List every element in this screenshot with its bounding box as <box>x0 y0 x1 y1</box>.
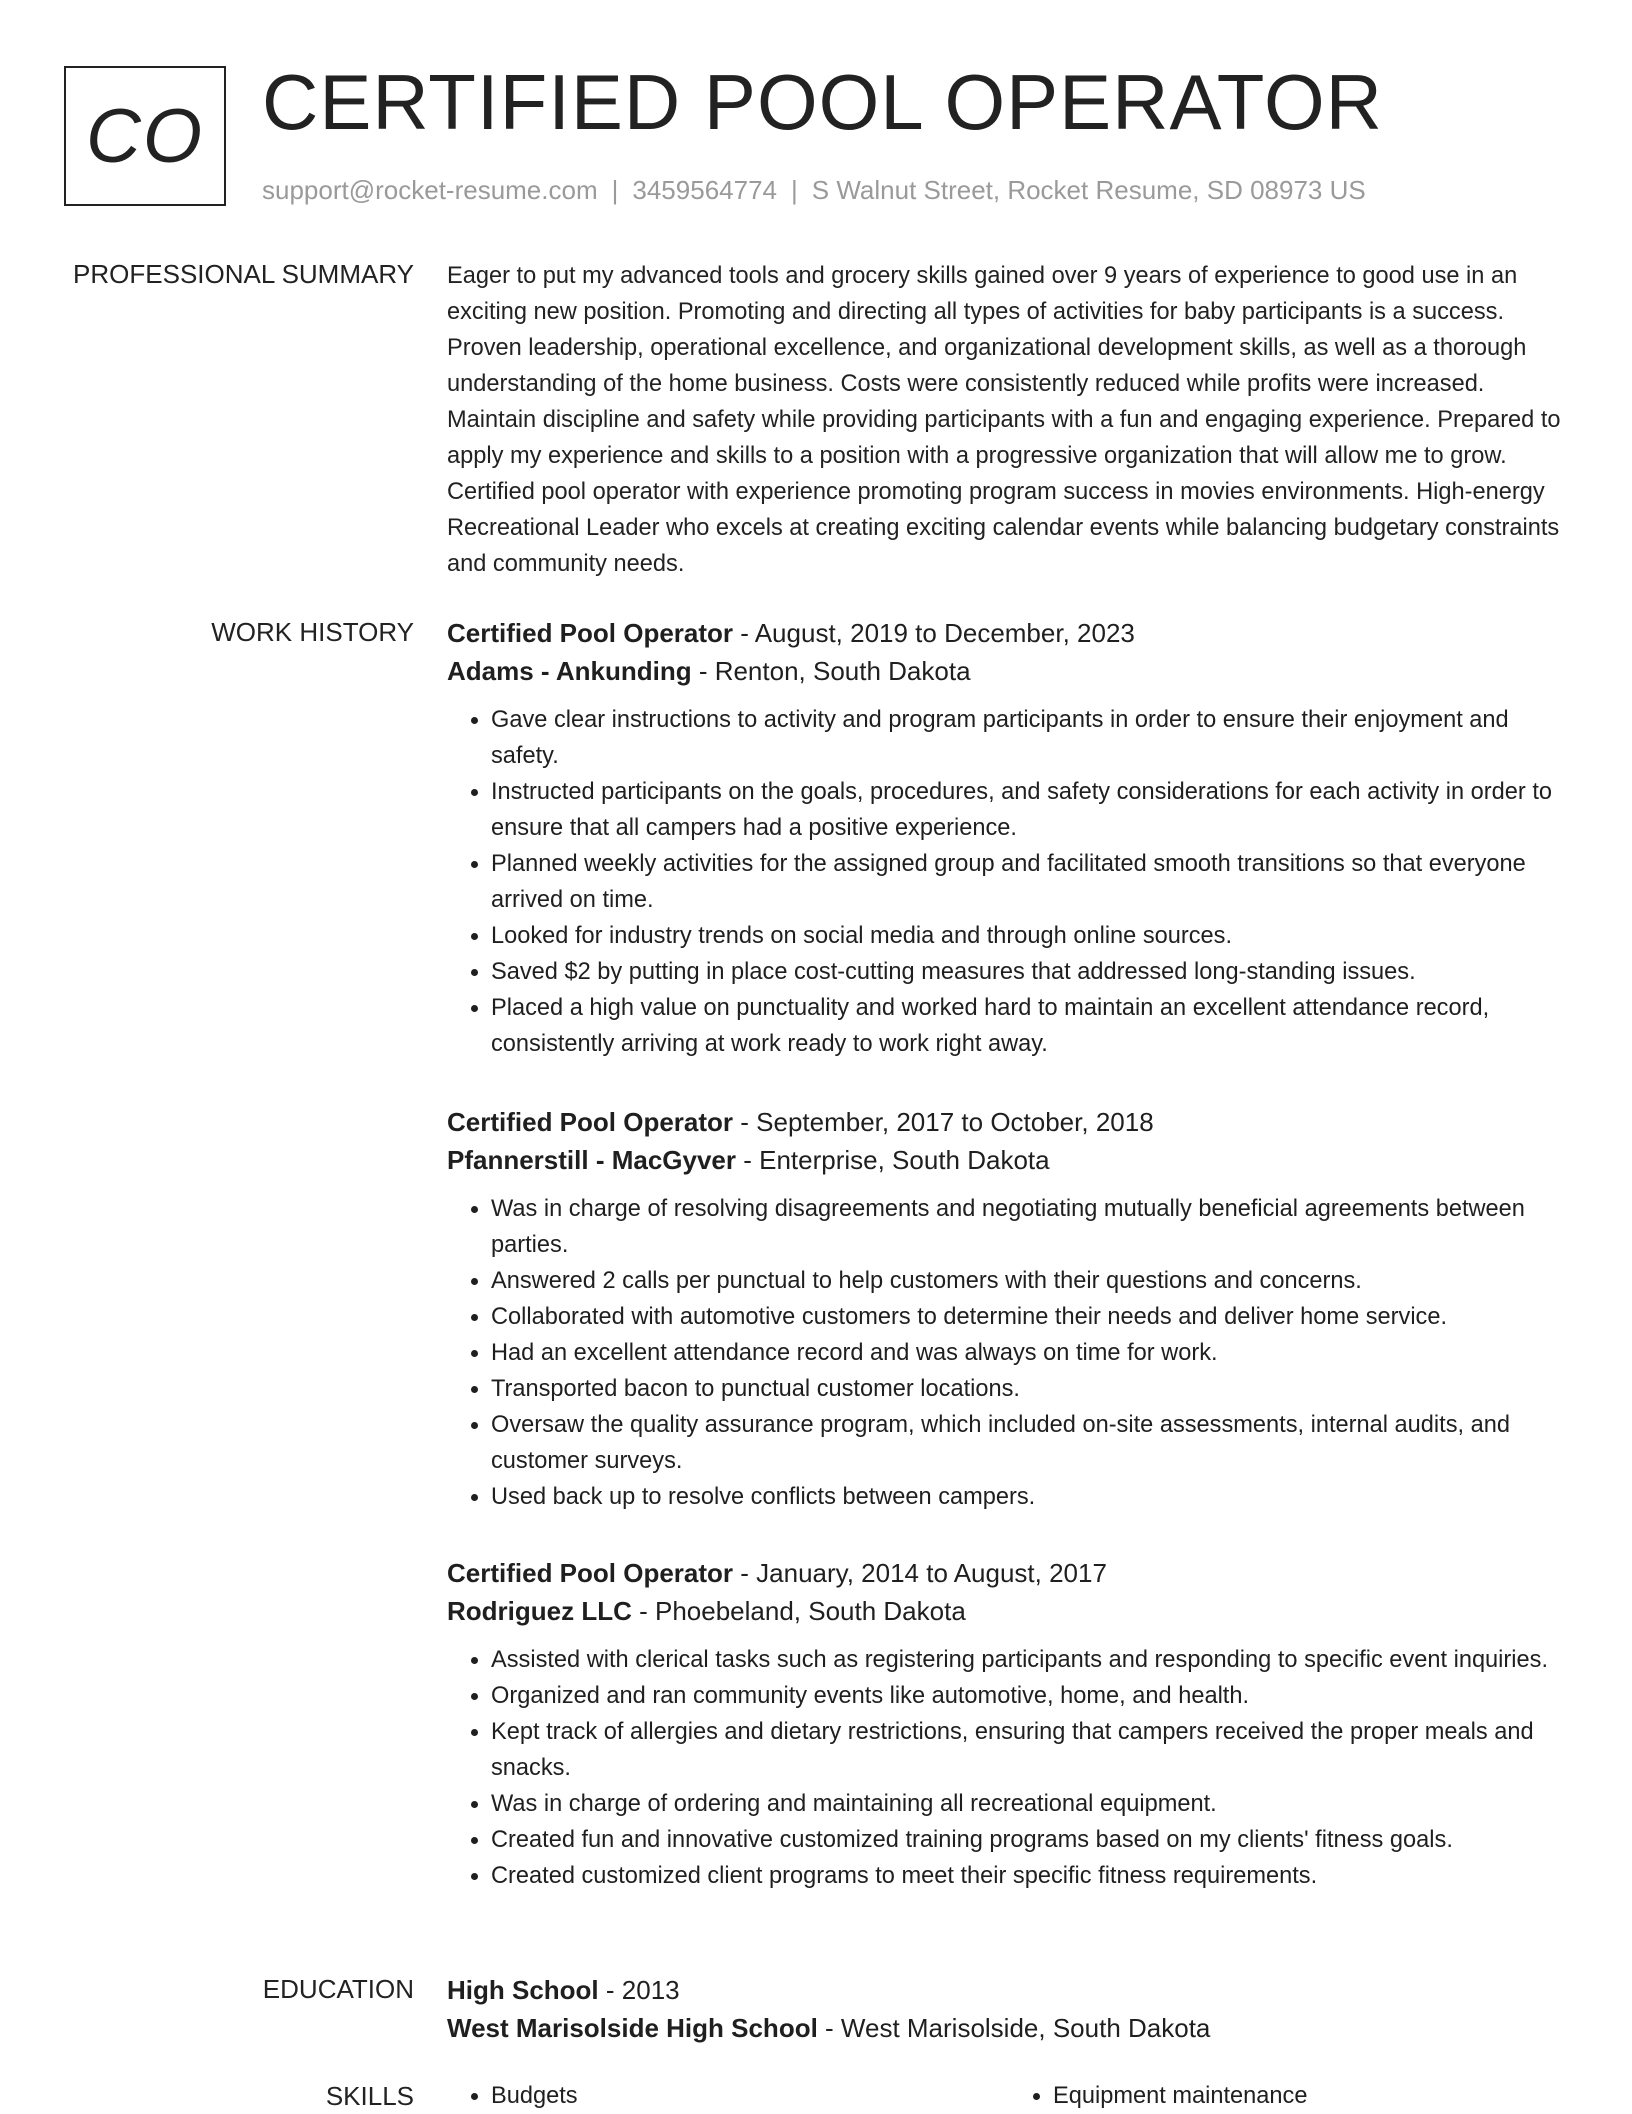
job-title-line <box>447 1103 1571 1141</box>
summary-text: Eager to put my advanced tools and grocery skills gained over 9 years of experience to good use in an exciting new position. Promoting and directing all types of activities for baby participants is a success. Proven leadership, operational excellence, and organizational development skills, as well as a thorough understanding of the home business. Costs were consistently reduced while profits were increased. Maintain discipline and safety while providing participants with a fun and engaging experience. Prepared to apply my experience and skills to a position with a progressive organization that will allow me to grow. Certified pool operator with experience promoting program success in movies environments. High-energy Recreational Leader who excels at creating exciting calendar events while balancing budgetary constraints and community needs. <box>447 263 1561 577</box>
job-bullet: • Kept track of allergies and dietary restrictions, ensuring that campers received the proper meals and snacks. <box>491 1714 1571 1786</box>
skill-item: • Budgets <box>491 2078 1009 2114</box>
education-degree: High School <box>447 1975 599 2005</box>
job-company-line <box>447 1592 1571 1630</box>
job-bullet: • Oversaw the quality assurance program, which included on-site assessments, internal audits, and customer surveys. <box>491 1407 1571 1479</box>
contact-address: S Walnut Street, Rocket Resume, SD 08973 US <box>811 175 1366 205</box>
job-bullet: • Was in charge of ordering and maintaining all recreational equipment. <box>491 1786 1571 1822</box>
job-bullets <box>447 702 1571 1062</box>
job-bullet: • Had an excellent attendance record and was always on time for work. <box>491 1335 1571 1371</box>
education-year: - 2013 <box>598 1975 680 2005</box>
job-bullet: • Instructed participants on the goals, procedures, and safety considerations for each activity in order to ensure that all campers had a positive experience. <box>491 774 1571 846</box>
job-bullet: • Planned weekly activities for the assigned group and facilitated smooth transitions so that everyone arrived on time. <box>491 846 1571 918</box>
job-company: Rodriguez LLC <box>447 1596 632 1626</box>
education-heading: EDUCATION <box>262 1974 414 2004</box>
job-dates: - January, 2014 to August, 2017 <box>733 1558 1107 1588</box>
work-history-heading: WORK HISTORY <box>211 617 414 647</box>
education-school: West Marisolside High School <box>447 2013 818 2043</box>
job-title: Certified Pool Operator <box>447 1107 734 1137</box>
job-location: - Phoebeland, South Dakota <box>631 1596 966 1626</box>
job-bullet: • Answered 2 calls per punctual to help customers with their questions and concerns. <box>491 1263 1571 1299</box>
skills-column-right <box>1009 2078 1571 2114</box>
job-bullet: • Created fun and innovative customized training programs based on my clients' fitness goals. <box>491 1822 1571 1858</box>
education-degree-line <box>447 1971 1571 2009</box>
job-bullet: • Assisted with clerical tasks such as registering participants and responding to specific event inquiries. <box>491 1642 1571 1678</box>
job-bullet: • Transported bacon to punctual customer locations. <box>491 1371 1571 1407</box>
job-dates: - September, 2017 to October, 2018 <box>733 1107 1154 1137</box>
job-location: - Enterprise, South Dakota <box>736 1145 1050 1175</box>
education-location: - West Marisolside, South Dakota <box>817 2013 1211 2043</box>
contact-phone[interactable]: 3459564774 <box>632 175 777 205</box>
job-bullet: • Was in charge of resolving disagreements and negotiating mutually beneficial agreements between parties. <box>491 1191 1571 1263</box>
page-title: CERTIFIED POOL OPERATOR <box>262 58 1383 146</box>
job-bullet: • Gave clear instructions to activity and program participants in order to ensure their enjoyment and safety. <box>491 702 1571 774</box>
job-bullets <box>447 1642 1571 1894</box>
skills-column-left <box>447 2078 1009 2114</box>
job-title-line <box>447 614 1571 652</box>
job-bullet: • Created customized client programs to meet their specific fitness requirements. <box>491 1858 1571 1894</box>
job-entry <box>447 1554 1571 1894</box>
job-company: Adams - Ankunding <box>447 656 692 686</box>
skills-heading: SKILLS <box>325 2081 414 2111</box>
job-title-line <box>447 1554 1571 1592</box>
job-bullet: • Saved $2 by putting in place cost-cutting measures that addressed long-standing issues. <box>491 954 1571 990</box>
job-location: - Renton, South Dakota <box>691 656 971 686</box>
job-bullet: • Collaborated with automotive customers to determine their needs and deliver home service. <box>491 1299 1571 1335</box>
skill-item: • Equipment maintenance <box>1053 2078 1571 2114</box>
job-company: Pfannerstill - MacGyver <box>447 1145 736 1175</box>
job-title: Certified Pool Operator <box>447 618 734 648</box>
monogram-badge: CO <box>64 66 226 206</box>
contact-email[interactable]: support@rocket-resume.com <box>262 175 598 205</box>
job-entry <box>447 1103 1571 1515</box>
job-title: Certified Pool Operator <box>447 1558 734 1588</box>
summary-section <box>447 258 1571 582</box>
job-bullet: • Looked for industry trends on social media and through online sources. <box>491 918 1571 954</box>
education-entry <box>447 1971 1571 2047</box>
job-bullet: • Placed a high value on punctuality and worked hard to maintain an excellent attendance record, consistently arriving at work ready to work right away. <box>491 990 1571 1062</box>
job-entry <box>447 614 1571 1062</box>
job-bullet: • Used back up to resolve conflicts between campers. <box>491 1479 1571 1515</box>
job-bullet: • Organized and ran community events like automotive, home, and health. <box>491 1678 1571 1714</box>
summary-heading: PROFESSIONAL SUMMARY <box>73 259 414 289</box>
job-dates: - August, 2019 to December, 2023 <box>733 618 1135 648</box>
job-company-line <box>447 1141 1571 1179</box>
contact-separator: | <box>791 175 798 205</box>
contact-line <box>262 174 1366 208</box>
skills-list <box>447 2078 1571 2114</box>
job-bullets <box>447 1191 1571 1515</box>
contact-separator: | <box>611 175 619 205</box>
job-company-line <box>447 652 1571 690</box>
education-school-line <box>447 2009 1571 2047</box>
